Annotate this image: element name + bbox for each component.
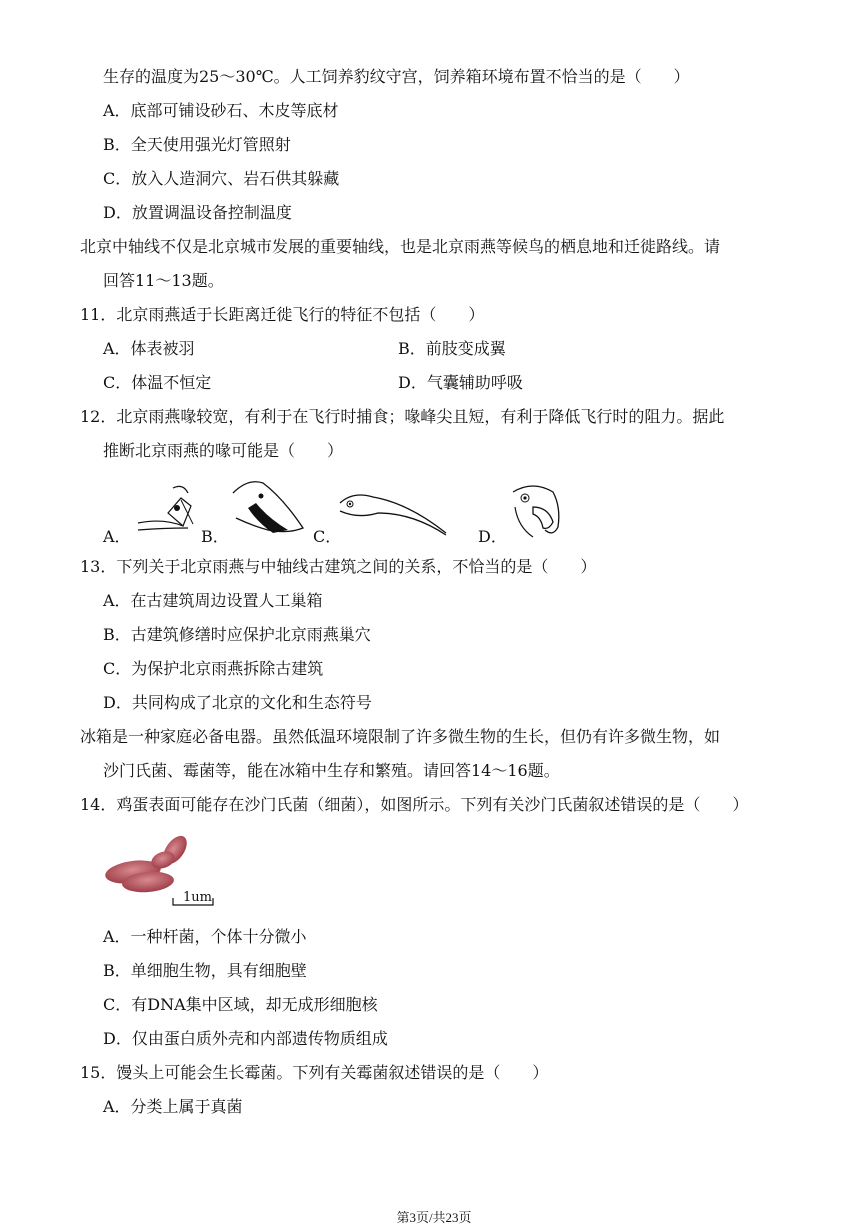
page-footer: 第3页/共23页	[396, 1210, 472, 1225]
option-d: D．放置调温设备控制温度	[103, 203, 292, 222]
q13-option-d: D．共同构成了北京的文化和生态符号	[103, 693, 372, 712]
q11-option-b: B．前肢变成翼	[398, 339, 506, 358]
passage-intro-1-cont: 回答11～13题。	[103, 271, 224, 290]
q13-option-a: A．在古建筑周边设置人工巢箱	[103, 591, 323, 610]
passage-intro-1: 北京中轴线不仅是北京城市发展的重要轴线，也是北京雨燕等候鸟的栖息地和迁徙路线。请	[80, 237, 721, 256]
question-15: 15．馒头上可能会生长霉菌。下列有关霉菌叙述错误的是（ ）	[80, 1063, 549, 1082]
option-a: A．底部可铺设砂石、木皮等底材	[103, 101, 339, 120]
passage-intro-2-cont: 沙门氏菌、霉菌等，能在冰箱中生存和繁殖。请回答14～16题。	[103, 761, 560, 780]
question-14: 14．鸡蛋表面可能存在沙门氏菌（细菌），如图所示。下列有关沙门氏菌叙述错误的是（ ）	[80, 795, 749, 814]
q11-option-d: D．气囊辅助呼吸	[398, 373, 523, 392]
beak-b-figure	[228, 478, 308, 538]
beak-label-c: C．	[313, 527, 342, 546]
beak-label-b: B．	[201, 527, 229, 546]
q14-option-b: B．单细胞生物，具有细胞壁	[103, 961, 307, 980]
q11-option-a: A．体表被羽	[103, 339, 195, 358]
q14-option-d: D．仅由蛋白质外壳和内部遗传物质组成	[103, 1029, 388, 1048]
beak-a-figure	[133, 478, 203, 538]
question-12-cont: 推断北京雨燕的喙可能是（ ）	[103, 441, 344, 460]
beak-c-figure	[338, 483, 448, 538]
q15-option-a: A．分类上属于真菌	[103, 1097, 243, 1116]
beak-options-row	[103, 478, 583, 546]
question-11: 11．北京雨燕适于长距离迁徙飞行的特征不包括（ ）	[80, 305, 485, 324]
beak-label-d: D．	[478, 527, 507, 546]
continued-question-text: 生存的温度为25～30℃。人工饲养豹纹守宫，饲养箱环境布置不恰当的是（ ）	[103, 67, 690, 86]
option-c: C．放入人造洞穴、岩石供其躲藏	[103, 169, 340, 188]
question-12: 12．北京雨燕喙较宽，有利于在飞行时捕食；喙峰尖且短，有利于降低飞行时的阻力。据此	[80, 407, 725, 426]
scale-bar-label: 1um	[183, 890, 212, 905]
q13-option-c: C．为保护北京雨燕拆除古建筑	[103, 659, 324, 678]
passage-intro-2: 冰箱是一种家庭必备电器。虽然低温环境限制了许多微生物的生长，但仍有许多微生物，如	[80, 727, 721, 746]
bacteria-figure	[103, 830, 221, 912]
q11-option-c: C．体温不恒定	[103, 373, 212, 392]
beak-label-a: A．	[103, 527, 131, 546]
q13-option-b: B．古建筑修缮时应保护北京雨燕巢穴	[103, 625, 371, 644]
beak-d-figure	[503, 482, 563, 542]
option-b: B．全天使用强光灯管照射	[103, 135, 291, 154]
question-13: 13．下列关于北京雨燕与中轴线古建筑之间的关系，不恰当的是（ ）	[80, 557, 597, 576]
q14-option-c: C．有DNA集中区域，却无成形细胞核	[103, 995, 378, 1014]
q14-option-a: A．一种杆菌，个体十分微小	[103, 927, 307, 946]
